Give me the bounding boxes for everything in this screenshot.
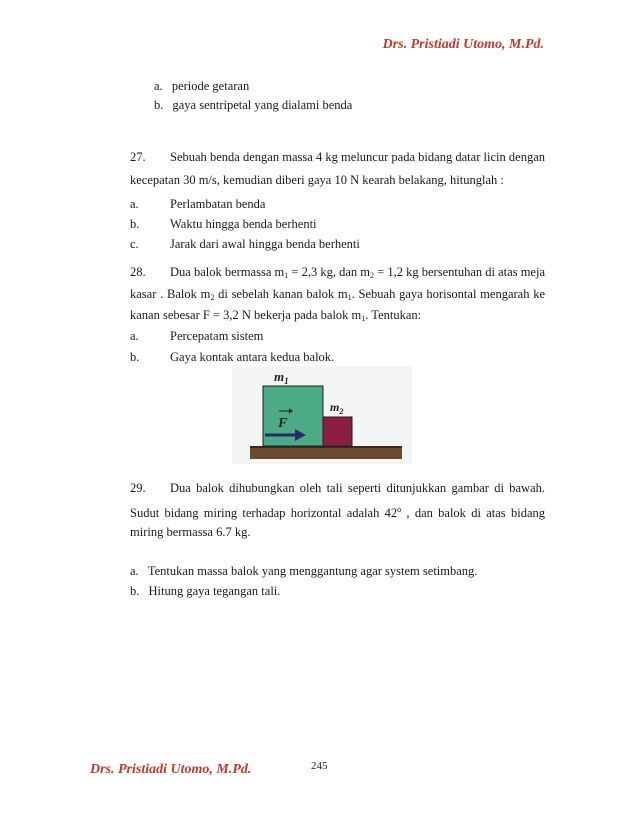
m1-label: $m_1$ bbox=[274, 369, 289, 386]
q28-l3-part: . Tentukan: bbox=[365, 308, 422, 322]
q28-l1-part: Dua balok bermassa m bbox=[170, 265, 285, 279]
two-blocks-figure bbox=[232, 366, 412, 464]
q27-line1: Sebuah benda dengan massa 4 kg meluncur pada bidang datar licin dengan bbox=[170, 150, 545, 164]
q28-l2-part: . Sebuah gaya horisontal mengarah ke bbox=[351, 287, 546, 301]
q27-item-c-marker: c. bbox=[130, 237, 139, 251]
q28-line3 bbox=[130, 307, 421, 327]
q28-l1-part: = 2,3 kg, dan m bbox=[288, 265, 371, 279]
m2-label: $m_2$ bbox=[330, 400, 344, 416]
q28-l2-part: di sebelah kanan balok m bbox=[214, 287, 348, 301]
item-text: gaya sentripetal yang dialami benda bbox=[172, 98, 353, 112]
top-item-b bbox=[154, 97, 352, 113]
q29-number: 29. bbox=[130, 481, 146, 495]
q27-item-a-text: Perlambatan benda bbox=[170, 197, 266, 211]
q28-l2-part: kasar . Balok m bbox=[130, 287, 211, 301]
q28-item-a-marker: a. bbox=[130, 329, 139, 343]
subscript: 1 bbox=[361, 314, 366, 323]
block-m2 bbox=[323, 417, 352, 446]
q28-number: 28. bbox=[130, 265, 146, 279]
subscript: 1 bbox=[347, 293, 352, 302]
item-marker: b. bbox=[154, 98, 164, 112]
q28-l1-part: = 1,2 kg bersentuhan di atas meja bbox=[374, 265, 545, 279]
footer-author: Drs. Pristiadi Utomo, M.Pd. bbox=[90, 762, 252, 777]
q29-l2-part: , dan balok di atas bidang bbox=[401, 506, 545, 520]
q28-item-b-marker: b. bbox=[130, 350, 140, 364]
header-author: Drs. Pristiadi Utomo, M.Pd. bbox=[382, 37, 544, 52]
item-marker: b. bbox=[130, 584, 140, 598]
top-item-a bbox=[154, 78, 249, 94]
item-text: periode getaran bbox=[171, 79, 250, 93]
item-marker: a. bbox=[130, 564, 139, 578]
q28-item-a-text: Percepatam sistem bbox=[170, 329, 264, 343]
q29-line2 bbox=[130, 500, 545, 523]
q27-item-b-marker: b. bbox=[130, 217, 140, 231]
q29-l2-part: Sudut bidang miring terhadap horizontal adalah 42 bbox=[130, 506, 398, 520]
q28-line1 bbox=[170, 262, 545, 286]
subscript: 1 bbox=[284, 271, 289, 280]
q29-line1: Dua balok dihubungkan oleh tali seperti ditunjukkan gambar di bawah. bbox=[170, 481, 545, 495]
subscript: 2 bbox=[210, 293, 215, 302]
q27-item-c-text: Jarak dari awal hingga benda berhenti bbox=[170, 237, 360, 251]
q28-item-b-text: Gaya kontak antara kedua balok. bbox=[170, 350, 335, 364]
q28-l3-part: kanan sebesar F = 3,2 N bekerja pada balok m bbox=[130, 308, 362, 322]
block-m1 bbox=[263, 386, 323, 446]
item-text: Hitung gaya tegangan tali. bbox=[148, 584, 281, 598]
q27-item-a-marker: a. bbox=[130, 197, 139, 211]
force-label: F bbox=[278, 416, 288, 431]
item-marker: a. bbox=[154, 79, 163, 93]
item-text: Tentukan massa balok yang menggantung agar system setimbang. bbox=[147, 564, 478, 578]
q27-number: 27. bbox=[130, 150, 146, 164]
q28-line2 bbox=[130, 284, 545, 308]
q27-line2: kecepatan 30 m/s, kemudian diberi gaya 10 N kearah belakang, hitunglah : bbox=[130, 173, 504, 187]
q29-line3: miring bermassa 6.7 kg. bbox=[130, 525, 251, 539]
q29-item-b bbox=[130, 583, 280, 599]
q29-item-a bbox=[130, 563, 477, 579]
page-number: 245 bbox=[311, 760, 328, 772]
q27-item-b-text: Waktu hingga benda berhenti bbox=[170, 217, 317, 231]
degree-superscript: o bbox=[397, 505, 402, 514]
subscript: 2 bbox=[370, 271, 375, 280]
